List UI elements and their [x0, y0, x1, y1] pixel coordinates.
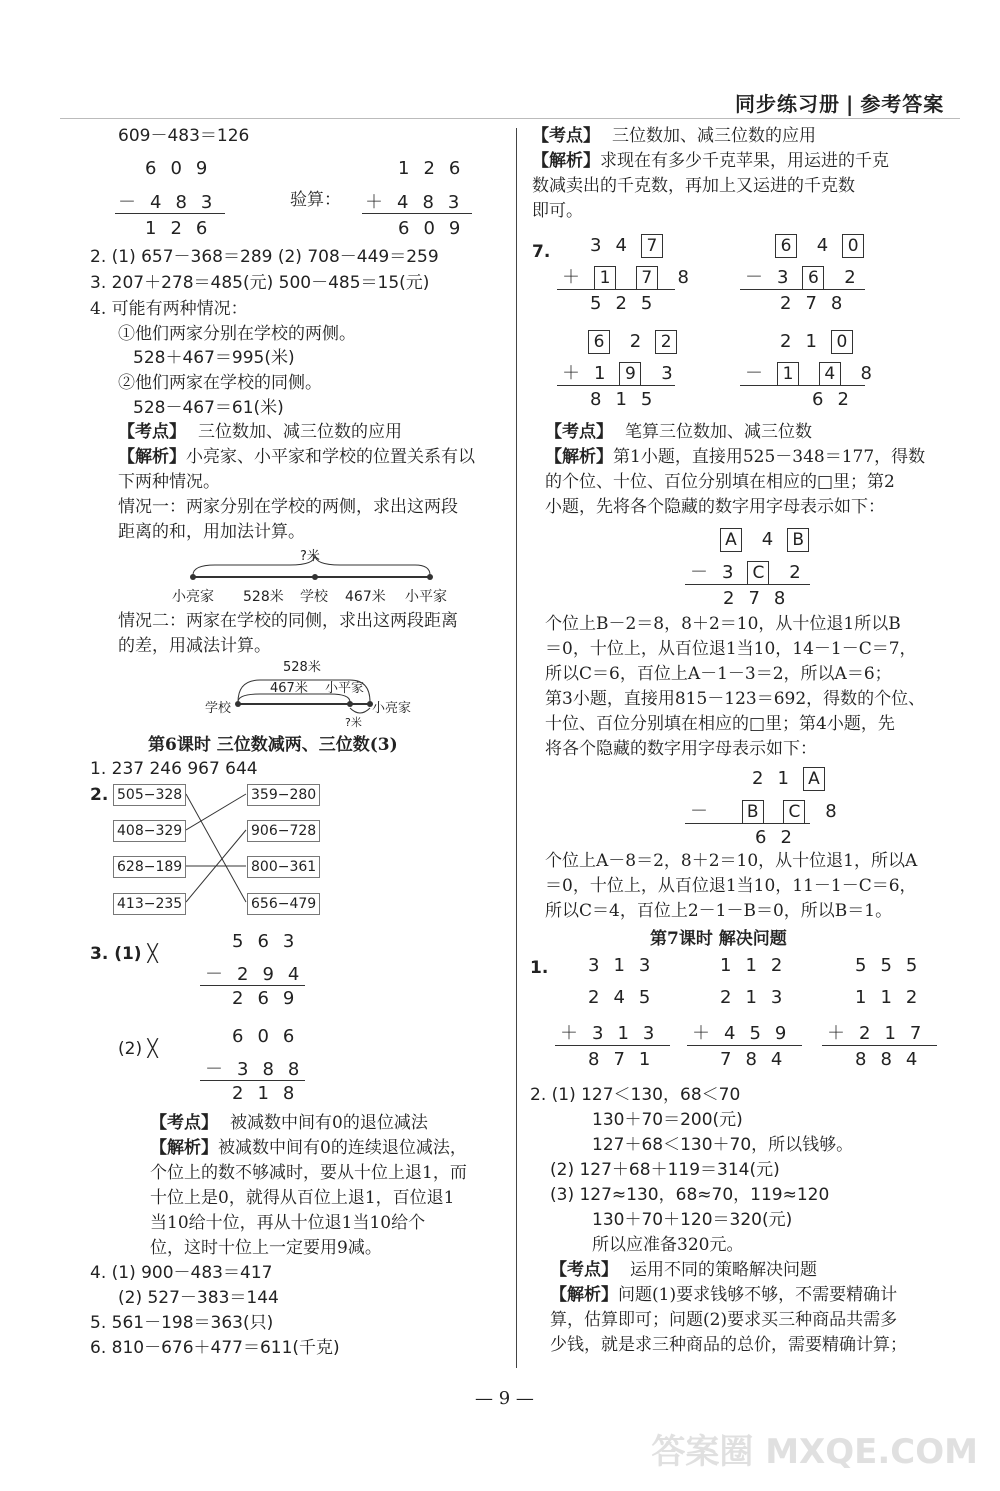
- f1-r3: 278: [723, 588, 800, 609]
- jiexi-1c: 情况一：两家分别在学校的两侧，求出这两段: [118, 497, 458, 517]
- r-jiexi-2c: 少钱，就是求三种商品的总价，需要精确计算；: [550, 1335, 907, 1355]
- p2-r1: 6 4 0: [775, 234, 864, 258]
- jiexi-2e: 位，这时十位上一定要用9减。: [150, 1238, 382, 1258]
- page-number: — 9 —: [475, 1388, 534, 1409]
- d2-a: 528米: [283, 660, 321, 675]
- c3a-r2: －294: [205, 964, 314, 985]
- add3-r2: 112: [855, 987, 932, 1008]
- add2-r1: 112: [720, 955, 797, 976]
- calc1-r1: 609: [145, 158, 222, 179]
- p1-r2: ＋ 1 7 8: [562, 267, 703, 288]
- c3b-r3: 218: [232, 1083, 309, 1104]
- add3-r3: ＋217: [827, 1023, 936, 1044]
- header-book: 同步练习册: [735, 92, 840, 116]
- f1-r1: A 4 B: [720, 528, 809, 552]
- r-jiexi-1f: 所以C＝6，百位上A－1－3＝2，所以A＝6；: [545, 664, 892, 684]
- s6-q4: 4. (1) 900－483＝417: [90, 1263, 273, 1283]
- p2-r3: 278: [780, 293, 857, 314]
- s6-q1: 1. 237 246 967 644: [90, 759, 258, 779]
- d1-d: 467米: [345, 589, 386, 605]
- section-6-title: 第6课时 三位数减两、三位数(3): [148, 735, 398, 755]
- p1-r1: 34 7: [590, 234, 663, 258]
- r-kaodian-1: 【考点】 笔算三位数加、减三位数: [545, 422, 812, 442]
- f2-r2: － B C 8: [690, 801, 851, 822]
- d2-c: 小平家: [325, 681, 365, 696]
- r-jiexi-1d: 个位上B－2＝8，8＋2＝10，从十位退1所以B: [545, 614, 901, 634]
- p1-r3: 525: [590, 293, 667, 314]
- s6-q2: 2.: [90, 785, 109, 805]
- d2-e: 小亮家: [372, 701, 412, 716]
- match-right-1: 359−280: [247, 784, 320, 806]
- s7-q2e: (3) 127≈130，68≈70，119≈120: [550, 1185, 830, 1205]
- jiexi-1f: 的差，用减法计算。: [118, 636, 271, 656]
- f2-r1: 21 A: [752, 767, 825, 791]
- add1-r4: 871: [588, 1049, 665, 1070]
- s6-q3: 3. (1) ╳: [90, 944, 158, 964]
- r-kaodian-2: 【考点】 运用不同的策略解决问题: [550, 1260, 817, 1280]
- match-right-4: 656−479: [247, 893, 320, 915]
- jiexi-1: 【解析】小亮家、小平家和学校的位置关系有以: [118, 447, 475, 467]
- d1-c: 学校: [300, 589, 328, 605]
- jiexi-2d: 当10给十位，再从十位退1当10给个: [150, 1213, 426, 1233]
- jiexi-2: 【解析】被减数中间有0的连续退位减法，: [150, 1138, 467, 1158]
- s6-q4b: (2) 527－383＝144: [118, 1288, 279, 1308]
- s7-q1: 1.: [530, 958, 549, 978]
- f1-r2: －3 C 2: [690, 562, 815, 583]
- check-r2: ＋483: [365, 192, 474, 213]
- r-jiexi-1c: 小题，先将各个隐藏的数字用字母表示如下：: [545, 497, 885, 517]
- r-jiexi-1: 【解析】第1小题，直接用525－348＝177，得数: [545, 447, 926, 467]
- header-title: 同步练习册 | 参考答案: [735, 92, 945, 116]
- add3-r1: 555: [855, 955, 932, 976]
- add1-r2: 245: [588, 987, 665, 1008]
- s6-q3b: (2) ╳: [118, 1039, 158, 1059]
- column-divider: [516, 128, 517, 1368]
- d1-a: 小亮家: [172, 589, 214, 605]
- jiexi-1d: 距离的和，用加法计算。: [118, 522, 305, 542]
- d2-f: ?米: [345, 716, 362, 729]
- c3b-r2: －388: [205, 1059, 314, 1080]
- match-right-2: 906−728: [247, 820, 320, 842]
- p3-r1: 6 2 2: [588, 330, 677, 354]
- c3a-r1: 563: [232, 931, 309, 952]
- s7-q2b: 130＋70＝200(元): [592, 1110, 743, 1130]
- left-line1: 609－483＝126: [118, 126, 250, 146]
- add1-r1: 313: [588, 955, 665, 976]
- kaodian-2: 【考点】 被减数中间有0的退位减法: [150, 1113, 428, 1133]
- match-lines: [186, 780, 248, 920]
- p4-r1: 21 0: [780, 330, 853, 354]
- s7-q2: 2. (1) 127＜130，68＜70: [530, 1085, 741, 1105]
- add2-r4: 784: [720, 1049, 797, 1070]
- r-jiexi-1l: 所以C＝4，百位上2－1－B＝0，所以B＝1。: [545, 901, 893, 921]
- d1-e: 小平家: [405, 589, 447, 605]
- s7-q2g: 所以应准备320元。: [592, 1235, 744, 1255]
- match-left-4: 413−235: [113, 893, 186, 915]
- p2-r2: －3 6 2: [745, 267, 870, 288]
- r-kaodian-0: 【考点】 三位数加、减三位数的应用: [532, 126, 816, 146]
- c3b-r1: 606: [232, 1026, 309, 1047]
- s6-q5: 5. 561－198＝363(只): [90, 1313, 274, 1333]
- d2-b: 467米: [270, 681, 308, 696]
- p3-r3: 815: [590, 389, 667, 410]
- section-7-title: 第7课时 解决问题: [650, 929, 787, 949]
- match-left-2: 408−329: [113, 820, 186, 842]
- check-r1: 126: [398, 158, 475, 179]
- q4: 4. 可能有两种情况：: [90, 299, 248, 319]
- jiexi-2b: 个位上的数不够减时，要从十位上退1，而: [150, 1163, 467, 1183]
- r-jiexi-1g: 第3小题，直接用815－123＝692，得数的个位、: [545, 689, 926, 709]
- match-left-3: 628−189: [113, 856, 186, 878]
- r-jiexi-0b: 数减卖出的千克数，再加上又运进的千克数: [532, 176, 855, 196]
- r-jiexi-1k: ＝0，十位上，从百位退1当10，11－1－C＝6，: [545, 876, 917, 896]
- q3: 3. 207＋278＝485(元) 500－485＝15(元): [90, 273, 430, 293]
- add3-r4: 884: [855, 1049, 932, 1070]
- r-jiexi-2: 【解析】问题(1)要求钱够不够，不需要精确计: [550, 1285, 898, 1305]
- p4-r3: 62: [812, 389, 863, 410]
- r-jiexi-1i: 将各个隐藏的数字用字母表示如下：: [545, 739, 817, 759]
- r-jiexi-1j: 个位上A－8＝2，8＋2＝10，从十位退1，所以A: [545, 851, 918, 871]
- d1-q: ?米: [300, 549, 320, 564]
- q4b-eq: 528－467＝61(米): [133, 398, 284, 418]
- jiexi-1b: 下两种情况。: [118, 472, 220, 492]
- s7-q2d: (2) 127＋68＋119＝314(元): [550, 1160, 780, 1180]
- r-jiexi-0: 【解析】求现在有多少千克苹果，用运进的千克: [532, 151, 889, 171]
- s7-q2c: 127＋68＜130＋70，所以钱够。: [592, 1135, 854, 1155]
- p3-r2: ＋1 9 3: [562, 363, 687, 384]
- r-jiexi-1e: ＝0，十位上，从百位退1当10，14－1－C＝7，: [545, 639, 917, 659]
- match-left-1: 505−328: [113, 784, 186, 806]
- r-jiexi-1h: 十位、百位分别填在相应的□里；第4小题，先: [545, 714, 895, 734]
- q4b: ②他们两家在学校的同侧。: [118, 373, 322, 393]
- add2-r2: 213: [720, 987, 797, 1008]
- q4a: ①他们两家分别在学校的两侧。: [118, 324, 356, 344]
- r-jiexi-0c: 即可。: [532, 201, 583, 221]
- calc1-r3: 126: [145, 218, 222, 239]
- add2-r3: ＋459: [692, 1023, 801, 1044]
- check-r3: 609: [398, 218, 475, 239]
- p4-r2: － 1 4 8: [745, 363, 886, 384]
- add1-r3: ＋313: [560, 1023, 669, 1044]
- distance-diagram-2: [230, 672, 380, 720]
- d1-b: 528米: [243, 589, 284, 605]
- calc1-r2: －483: [118, 192, 227, 213]
- match-right-3: 800−361: [247, 856, 320, 878]
- jiexi-2c: 十位上是0，就得从百位上退1，百位退1: [150, 1188, 455, 1208]
- s7-q2f: 130＋70＋120＝320(元): [592, 1210, 793, 1230]
- d2-d: 学校: [205, 701, 232, 716]
- q2: 2. (1) 657－368＝289 (2) 708－449＝259: [90, 247, 439, 267]
- r-jiexi-1b: 的个位、十位、百位分别填在相应的□里；第2: [545, 472, 895, 492]
- check-label: 验算：: [290, 190, 341, 210]
- q4a-eq: 528＋467＝995(米): [133, 348, 295, 368]
- s6-q6: 6. 810－676＋477＝611(千克): [90, 1338, 340, 1358]
- r-jiexi-2b: 算，估算即可；问题(2)要求买三种商品共需多: [550, 1310, 898, 1330]
- f2-r3: 62: [755, 827, 806, 848]
- c3a-r3: 269: [232, 988, 309, 1009]
- q7: 7.: [532, 242, 551, 262]
- watermark: 答案圈 MXQE.COM: [651, 1432, 978, 1472]
- header-answer: 参考答案: [860, 92, 945, 116]
- header-rule: [60, 118, 960, 119]
- jiexi-1e: 情况二：两家在学校的同侧，求出这两段距离: [118, 611, 458, 631]
- kaodian-1: 【考点】 三位数加、减三位数的应用: [118, 422, 402, 442]
